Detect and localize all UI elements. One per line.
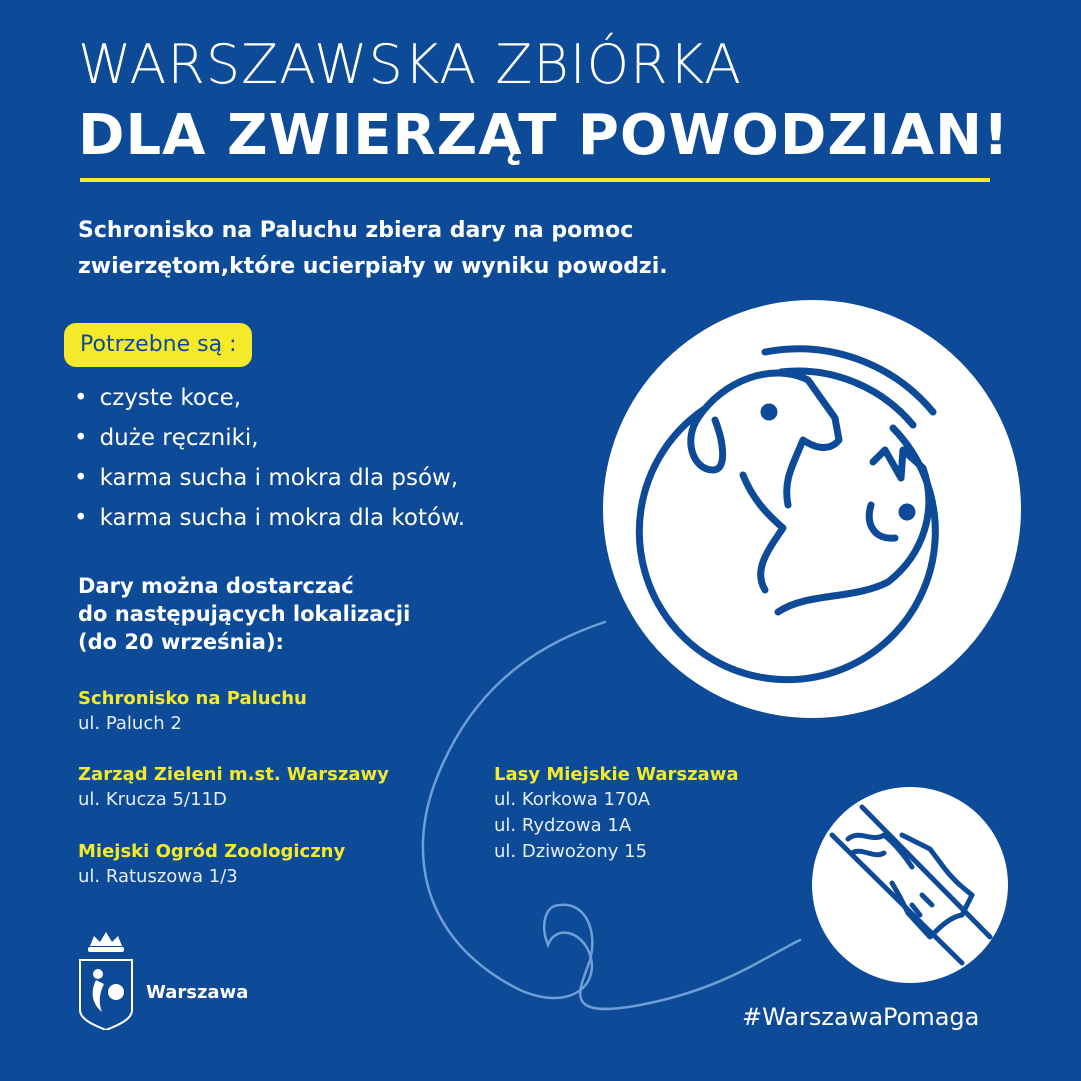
dog-and-cat-icon xyxy=(603,300,1021,718)
help-badge xyxy=(812,787,1008,983)
location-zoo: Miejski Ogród Zoologiczny ul. Ratuszowa 1/3 xyxy=(78,841,346,887)
location-paluch: Schronisko na Paluchu ul. Paluch 2 xyxy=(78,688,307,734)
list-item: • czyste koce, xyxy=(74,385,242,411)
intro-line-1: Schronisko na Paluchu zbiera dary na pomoc xyxy=(78,218,634,243)
location-zarzad-zieleni: Zarząd Zieleni m.st. Warszawy ul. Krucza 5/11D xyxy=(78,764,389,810)
animals-badge xyxy=(603,300,1021,718)
location-lasy-miejskie: Lasy Miejskie Warszawa ul. Korkowa 170A ul. Rydzowa 1A ul. Dziwożony 15 xyxy=(494,764,739,862)
intro-text xyxy=(78,213,858,285)
needs-list xyxy=(74,378,465,538)
title-line-2: DLA ZWIERZĄT POWODZIAN! xyxy=(78,103,1010,168)
title-underline xyxy=(80,178,990,182)
warsaw-coat-of-arms-icon xyxy=(76,930,136,1030)
intro-line-2: zwierzętom,które ucierpiały w wyniku powodzi. xyxy=(78,254,668,279)
logo-text: Warszawa xyxy=(146,982,249,1003)
list-item: • karma sucha i mokra dla psów, xyxy=(74,465,459,491)
list-item: • duże ręczniki, xyxy=(74,425,259,451)
needed-label: Potrzebne są : xyxy=(64,323,252,367)
list-item: • karma sucha i mokra dla kotów. xyxy=(74,505,466,531)
helping-hands-icon xyxy=(812,787,1008,983)
delivery-info: Dary można dostarczać do następujących lokalizacji (do 20 września): xyxy=(78,574,411,654)
hashtag: #WarszawaPomaga xyxy=(742,1003,980,1031)
title-line-1: WARSZAWSKA ZBIÓRKA xyxy=(78,33,743,96)
